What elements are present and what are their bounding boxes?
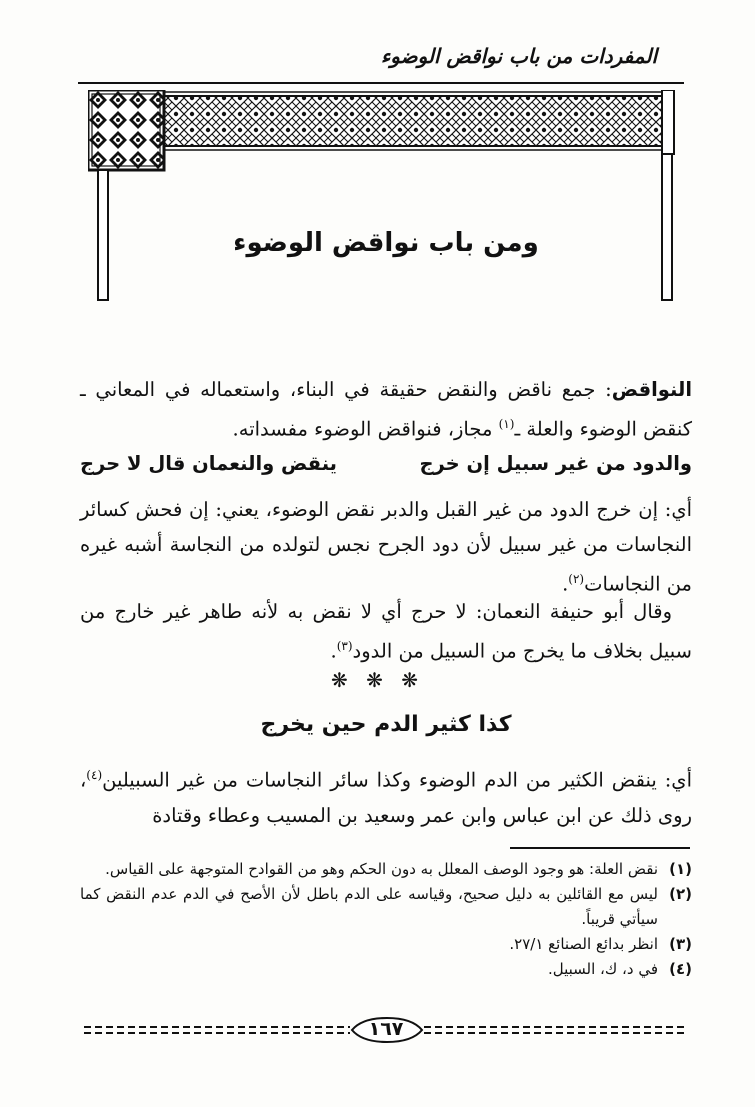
footnote-ref-2[interactable]: (٢) xyxy=(568,572,585,586)
commentary-text: أي: إن خرج الدود من غير القبل والدبر نقض الوضوء، يعني: إن فحش كسائر النجاسات من غير سبيل لأن دود الجرح نجس لتولده من النجاسة أشبه غيره من النجاسات xyxy=(80,498,692,596)
commentary-text: أي: ينقض الكثير من الدم الوضوء وكذا سائر النجاسات من غير السبيلين xyxy=(102,768,692,792)
verse-second-hemistich: ينقض والنعمان قال لا حرج xyxy=(80,452,337,475)
header-rule xyxy=(78,82,684,84)
footnote-text: نقض العلة: هو وجود الوصف المعلل به دون الحكم وهو من القوادح المتوجهة على القياس. xyxy=(105,860,658,878)
footnote-rule xyxy=(510,847,690,849)
footnote-ref-3[interactable]: (٣) xyxy=(336,639,353,653)
defined-term: النواقض xyxy=(611,378,692,401)
ornamental-frame xyxy=(88,90,684,306)
footnotes xyxy=(80,857,692,982)
footnote-item xyxy=(80,882,692,932)
footnote-text: ليس مع القائلين به دليل صحيح، وقياسه على الدم باطل لأن الأصح في الدم عدم النقض كما سيأتي قريباً. xyxy=(80,885,658,928)
chapter-title-frame xyxy=(88,90,684,306)
footnote-text: في د، ك، السبيل. xyxy=(547,960,658,978)
sentence-end: . xyxy=(330,639,337,663)
commentary-paragraph-2 xyxy=(80,594,692,669)
verse-line xyxy=(80,452,692,475)
footnote-item xyxy=(80,957,692,982)
commentary-paragraph-3 xyxy=(80,758,692,833)
commentary-text: وقال أبو حنيفة النعمان: لا حرج أي لا نقض به لأنه طاهر غير خارج من سبيل بخلاف ما يخرج من السبيل من الدود xyxy=(80,600,692,663)
footnote-item xyxy=(80,857,692,882)
commentary-paragraph-1 xyxy=(80,492,692,602)
footnote-item xyxy=(80,932,692,957)
sentence-end: . xyxy=(562,572,569,596)
commentary-text-cont: ، روى ذلك عن ابن عباس وابن عمر وسعيد بن المسيب وعطاء وقتادة xyxy=(80,768,692,827)
footnote-text: انظر بدائع الصنائع ٢٧/١. xyxy=(509,935,658,953)
intro-paragraph xyxy=(80,372,692,447)
intro-text: : جمع ناقض والنقض حقيقة في البناء، واستعماله في المعاني ـ كنقض الوضوء والعلة ـ xyxy=(80,378,692,441)
footnote-ref-4[interactable]: (٤) xyxy=(86,768,103,782)
footnote-number: (٤) xyxy=(669,960,692,978)
section-heading: كذا كثير الدم حين يخرج xyxy=(260,712,512,737)
footnote-number: (١) xyxy=(669,860,692,878)
footnote-number: (٢) xyxy=(669,885,692,903)
footnote-ref-1[interactable]: (١) xyxy=(498,417,515,431)
page-number: ١٦٧ xyxy=(368,1018,404,1040)
section-separator: ❋ ❋ ❋ xyxy=(331,668,424,692)
running-head: المفردات من باب نواقض الوضوء xyxy=(380,44,657,68)
chapter-title: ومن باب نواقض الوضوء xyxy=(233,228,539,258)
footnote-number: (٣) xyxy=(669,935,692,953)
verse-first-hemistich: والدود من غير سبيل إن خرج xyxy=(419,452,692,475)
intro-text-end: مجاز، فنواقض الوضوء مفسداته. xyxy=(232,417,499,441)
